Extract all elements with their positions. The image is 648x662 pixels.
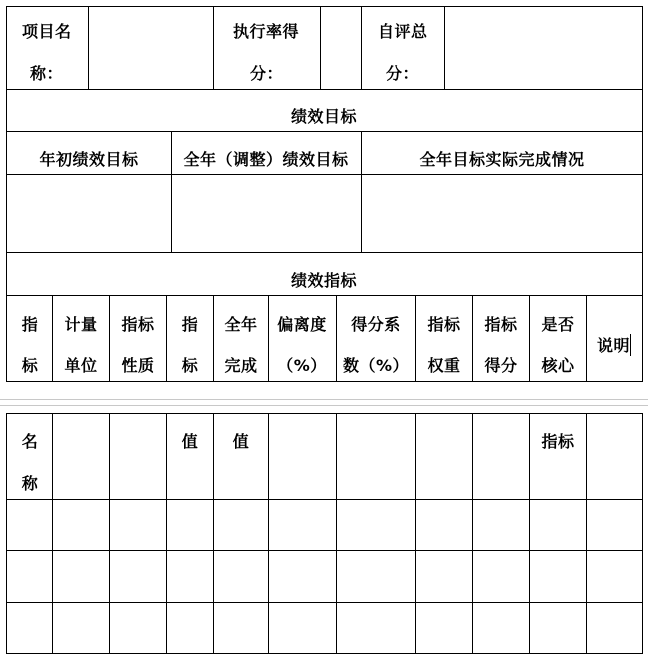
row-line <box>6 252 643 253</box>
col-line <box>415 413 416 654</box>
col-line <box>268 413 269 654</box>
col-indicator-value-header-cont: 标 <box>181 356 199 375</box>
col-line <box>444 6 445 90</box>
table-border-bottom <box>6 653 643 654</box>
exec-rate-score-label-cont: 分： <box>250 64 284 83</box>
page-edge-line <box>0 405 648 406</box>
cont-indicator-header: 指标 <box>541 432 575 451</box>
col-core-header: 是否 <box>541 315 575 334</box>
col-line <box>213 413 214 654</box>
col-score-header-cont: 得分 <box>484 356 518 375</box>
col-line <box>166 413 167 654</box>
col-line <box>529 413 530 654</box>
col-annual-complete-header: 全年 <box>224 315 258 334</box>
cont-value-header-2: 值 <box>232 432 250 451</box>
col-line <box>529 295 530 382</box>
row-line <box>6 174 643 175</box>
col-line <box>109 295 110 382</box>
col-line <box>415 295 416 382</box>
row-line <box>6 295 643 296</box>
col-nature-header-cont: 性质 <box>121 356 155 375</box>
perf-goal-heading: 绩效目标 <box>290 107 358 126</box>
col-weight-header-cont: 权重 <box>427 356 461 375</box>
exec-rate-score-label: 执行率得 <box>233 22 300 41</box>
col-line <box>171 131 172 253</box>
col-line <box>52 413 53 654</box>
table-border-top <box>6 6 643 7</box>
table-border-left <box>6 413 7 654</box>
row-line <box>6 131 643 132</box>
goal-header-adjusted: 全年（调整）绩效目标 <box>183 150 349 169</box>
table-border-right <box>642 413 643 654</box>
row-line <box>6 89 643 90</box>
col-line <box>320 6 321 90</box>
col-line <box>109 413 110 654</box>
cont-name-header-cont: 称 <box>21 474 39 493</box>
goal-header-actual: 全年目标实际完成情况 <box>419 150 585 169</box>
col-line <box>52 295 53 382</box>
col-note-header: 说明 <box>597 336 631 355</box>
self-eval-total-label: 自评总 <box>378 22 428 41</box>
col-score-coef-header-cont: 数（%） <box>342 356 410 375</box>
col-deviation-header-cont: （%） <box>277 356 327 375</box>
col-line <box>586 413 587 654</box>
col-deviation-header: 偏离度 <box>277 315 327 334</box>
col-line <box>88 6 89 90</box>
col-line <box>268 295 269 382</box>
self-eval-total-label-cont: 分： <box>386 64 420 83</box>
col-line <box>361 131 362 253</box>
table-border-left <box>6 6 7 382</box>
col-line <box>472 295 473 382</box>
table-border-bottom <box>6 381 643 382</box>
col-unit-header-cont: 单位 <box>64 356 98 375</box>
col-core-header-cont: 核心 <box>541 356 575 375</box>
cont-value-header: 值 <box>181 432 199 451</box>
col-annual-complete-header-cont: 完成 <box>224 356 258 375</box>
col-indicator-name-header: 指 <box>21 315 39 334</box>
page-edge-line <box>0 399 648 400</box>
col-line <box>586 295 587 382</box>
col-line <box>166 295 167 382</box>
goal-header-initial: 年初绩效目标 <box>39 150 139 169</box>
col-indicator-value-header: 指 <box>181 315 199 334</box>
col-nature-header: 指标 <box>121 315 155 334</box>
col-score-coef-header: 得分系 <box>351 315 401 334</box>
col-line <box>472 413 473 654</box>
cont-name-header: 名 <box>21 432 39 451</box>
table-border-right <box>642 6 643 382</box>
col-line <box>336 295 337 382</box>
row-line <box>6 499 643 500</box>
project-name-label-cont: 称： <box>30 64 64 83</box>
col-score-header: 指标 <box>484 315 518 334</box>
row-line <box>6 602 643 603</box>
col-unit-header: 计量 <box>64 315 98 334</box>
col-line <box>361 6 362 90</box>
col-indicator-name-header-cont: 标 <box>21 356 39 375</box>
col-line <box>213 6 214 90</box>
text-cursor <box>630 334 631 356</box>
col-weight-header: 指标 <box>427 315 461 334</box>
col-line <box>336 413 337 654</box>
row-line <box>6 550 643 551</box>
col-line <box>213 295 214 382</box>
project-name-label: 项目名 <box>22 22 72 41</box>
perf-indicator-heading: 绩效指标 <box>290 271 358 290</box>
table-border-top <box>6 413 643 414</box>
